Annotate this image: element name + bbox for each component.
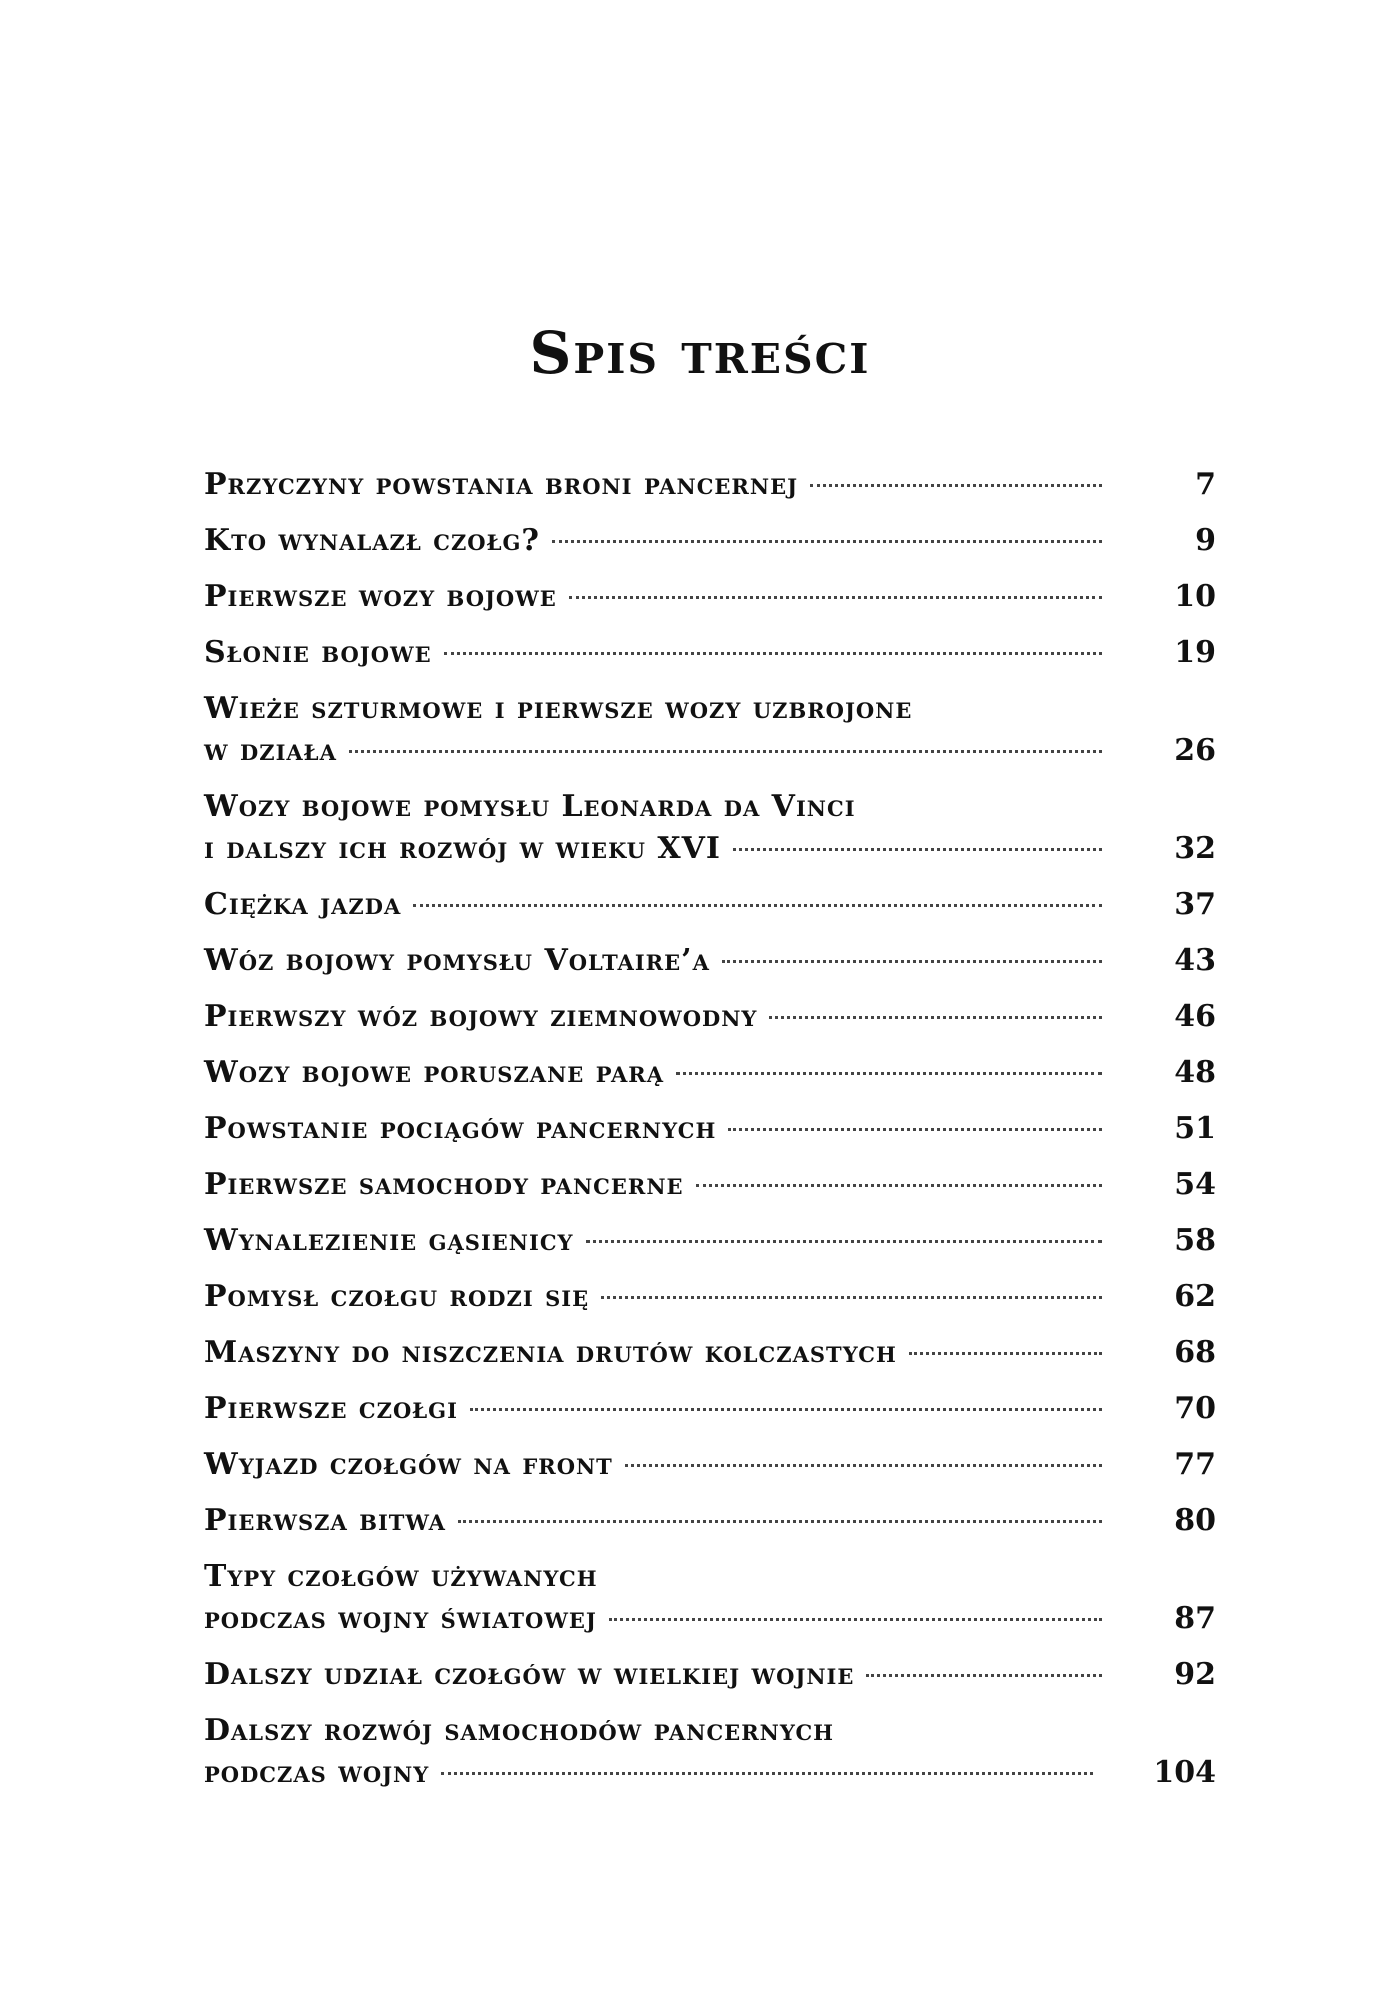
toc-entry-title: Pierwsza bitwa bbox=[204, 1503, 446, 1538]
toc-entry[interactable] bbox=[204, 1502, 1216, 1540]
toc-entry-page-number: 68 bbox=[1174, 1335, 1216, 1370]
toc-entry-title: Wynalezienie gąsienicy bbox=[204, 1223, 574, 1258]
toc-entry[interactable] bbox=[204, 886, 1216, 924]
dot-leader bbox=[458, 1520, 1102, 1523]
toc-entry-line bbox=[204, 1600, 1216, 1638]
toc-entry-title-first-line: Typy czołgów używanych bbox=[204, 1559, 598, 1594]
toc-entry-title: Pierwsze czołgi bbox=[204, 1391, 458, 1426]
dot-leader bbox=[413, 904, 1102, 907]
toc-entry[interactable] bbox=[204, 690, 1216, 770]
toc-entry-page-number: 80 bbox=[1174, 1503, 1216, 1538]
toc-entry[interactable] bbox=[204, 1054, 1216, 1092]
dot-leader bbox=[728, 1128, 1102, 1131]
toc-entry-line bbox=[204, 1390, 1216, 1428]
toc-entry[interactable] bbox=[204, 1712, 1216, 1792]
toc-entry-title: Pierwszy wóz bojowy ziemnowodny bbox=[204, 999, 758, 1034]
toc-entry-title: Pierwsze samochody pancerne bbox=[204, 1167, 684, 1202]
toc-entry[interactable] bbox=[204, 1390, 1216, 1428]
toc-entry[interactable] bbox=[204, 578, 1216, 616]
toc-entry-line bbox=[204, 886, 1216, 924]
toc-entry-page-number: 62 bbox=[1174, 1279, 1216, 1314]
toc-entry-title: Dalszy udział czołgów w wielkiej wojnie bbox=[204, 1657, 855, 1692]
toc-entry-line bbox=[204, 1446, 1216, 1484]
toc-entry-page-number: 48 bbox=[1174, 1055, 1216, 1090]
toc-entry-title: podczas wojny bbox=[204, 1755, 430, 1790]
dot-leader bbox=[470, 1408, 1102, 1411]
toc-entry-title: podczas wojny światowej bbox=[204, 1601, 597, 1636]
dot-leader bbox=[349, 750, 1102, 753]
toc-entry-title: Powstanie pociągów pancernych bbox=[204, 1111, 717, 1146]
toc-entry-line bbox=[204, 522, 1216, 560]
toc-entry-title: Wóz bojowy pomysłu Voltaire’a bbox=[204, 943, 710, 978]
toc-entry-title: i dalszy ich rozwój w wieku XVI bbox=[204, 831, 721, 866]
dot-leader bbox=[733, 848, 1102, 851]
toc-entry-page-number: 43 bbox=[1174, 943, 1216, 978]
toc-entry[interactable] bbox=[204, 1110, 1216, 1148]
toc-entry-page-number: 54 bbox=[1174, 1167, 1216, 1202]
toc-entry-page-number: 70 bbox=[1174, 1391, 1216, 1426]
toc-entry-page-number: 87 bbox=[1174, 1601, 1216, 1636]
toc-entry-page-number: 58 bbox=[1174, 1223, 1216, 1258]
toc-entry[interactable] bbox=[204, 1656, 1216, 1694]
toc-entry[interactable] bbox=[204, 634, 1216, 672]
toc-entry-line bbox=[204, 1166, 1216, 1204]
toc-entry-title: Wyjazd czołgów na front bbox=[204, 1447, 613, 1482]
toc-entry-line bbox=[204, 1754, 1216, 1792]
toc-entry[interactable] bbox=[204, 942, 1216, 980]
table-of-contents bbox=[204, 466, 1216, 1810]
toc-entry-page-number: 10 bbox=[1174, 579, 1216, 614]
toc-entry-line bbox=[204, 1110, 1216, 1148]
toc-entry-page-number: 7 bbox=[1195, 467, 1216, 502]
toc-entry-page-number: 46 bbox=[1174, 999, 1216, 1034]
toc-entry-line bbox=[204, 578, 1216, 616]
toc-entry-title: Pomysł czołgu rodzi się bbox=[204, 1279, 590, 1314]
toc-entry-line bbox=[204, 1222, 1216, 1260]
dot-leader bbox=[444, 652, 1102, 655]
toc-entry-line bbox=[204, 1334, 1216, 1372]
toc-entry-line bbox=[204, 830, 1216, 868]
toc-entry[interactable] bbox=[204, 1278, 1216, 1316]
toc-entry-title: Maszyny do niszczenia drutów kolczastych bbox=[204, 1335, 897, 1370]
toc-entry-page-number: 104 bbox=[1153, 1755, 1216, 1790]
dot-leader bbox=[609, 1618, 1102, 1621]
toc-entry-title: Słonie bojowe bbox=[204, 635, 432, 670]
toc-entry-line bbox=[204, 1502, 1216, 1540]
dot-leader bbox=[625, 1464, 1102, 1467]
toc-entry-line bbox=[204, 1656, 1216, 1694]
dot-leader bbox=[601, 1296, 1102, 1299]
toc-entry-title: Wozy bojowe poruszane parą bbox=[204, 1055, 665, 1090]
dot-leader bbox=[696, 1184, 1102, 1187]
toc-entry-line bbox=[204, 466, 1216, 504]
toc-entry-title-first-line: Wozy bojowe pomysłu Leonarda da Vinci bbox=[204, 789, 856, 824]
toc-entry-page-number: 51 bbox=[1174, 1111, 1216, 1146]
toc-entry[interactable] bbox=[204, 1558, 1216, 1638]
toc-entry-page-number: 26 bbox=[1174, 733, 1216, 768]
toc-entry-page-number: 77 bbox=[1174, 1447, 1216, 1482]
toc-entry-line bbox=[204, 1278, 1216, 1316]
toc-entry-line bbox=[204, 1054, 1216, 1092]
dot-leader bbox=[866, 1674, 1102, 1677]
toc-entry[interactable] bbox=[204, 522, 1216, 560]
toc-entry-page-number: 19 bbox=[1174, 635, 1216, 670]
toc-entry-title: w działa bbox=[204, 733, 337, 768]
dot-leader bbox=[810, 484, 1102, 487]
toc-entry-title: Ciężka jazda bbox=[204, 887, 402, 922]
toc-entry[interactable] bbox=[204, 788, 1216, 868]
toc-entry-title-first-line: Dalszy rozwój samochodów pancernych bbox=[204, 1713, 835, 1748]
toc-entry[interactable] bbox=[204, 998, 1216, 1036]
toc-entry-title: Kto wynalazł czołg? bbox=[204, 523, 541, 558]
toc-entry-page-number: 37 bbox=[1174, 887, 1216, 922]
toc-entry-page-number: 9 bbox=[1195, 523, 1216, 558]
toc-entry[interactable] bbox=[204, 1222, 1216, 1260]
toc-entry-title: Pierwsze wozy bojowe bbox=[204, 579, 557, 614]
dot-leader bbox=[676, 1072, 1102, 1075]
dot-leader bbox=[569, 596, 1102, 599]
toc-entry[interactable] bbox=[204, 1166, 1216, 1204]
page-title: Spis treści bbox=[529, 319, 871, 387]
toc-entry-line bbox=[204, 732, 1216, 770]
toc-entry-title-first-line: Wieże szturmowe i pierwsze wozy uzbrojone bbox=[204, 691, 913, 726]
dot-leader bbox=[586, 1240, 1102, 1243]
toc-entry-title: Przyczyny powstania broni pancernej bbox=[204, 467, 799, 502]
toc-entry[interactable] bbox=[204, 466, 1216, 504]
dot-leader bbox=[769, 1016, 1102, 1019]
dot-leader bbox=[441, 1772, 1093, 1775]
toc-entry-line bbox=[204, 998, 1216, 1036]
toc-entry[interactable] bbox=[204, 1446, 1216, 1484]
dot-leader bbox=[552, 540, 1102, 543]
toc-entry-page-number: 92 bbox=[1174, 1657, 1216, 1692]
dot-leader bbox=[909, 1352, 1102, 1355]
dot-leader bbox=[722, 960, 1102, 963]
toc-entry-page-number: 32 bbox=[1174, 831, 1216, 866]
toc-entry-line bbox=[204, 634, 1216, 672]
toc-entry-line bbox=[204, 942, 1216, 980]
toc-entry[interactable] bbox=[204, 1334, 1216, 1372]
